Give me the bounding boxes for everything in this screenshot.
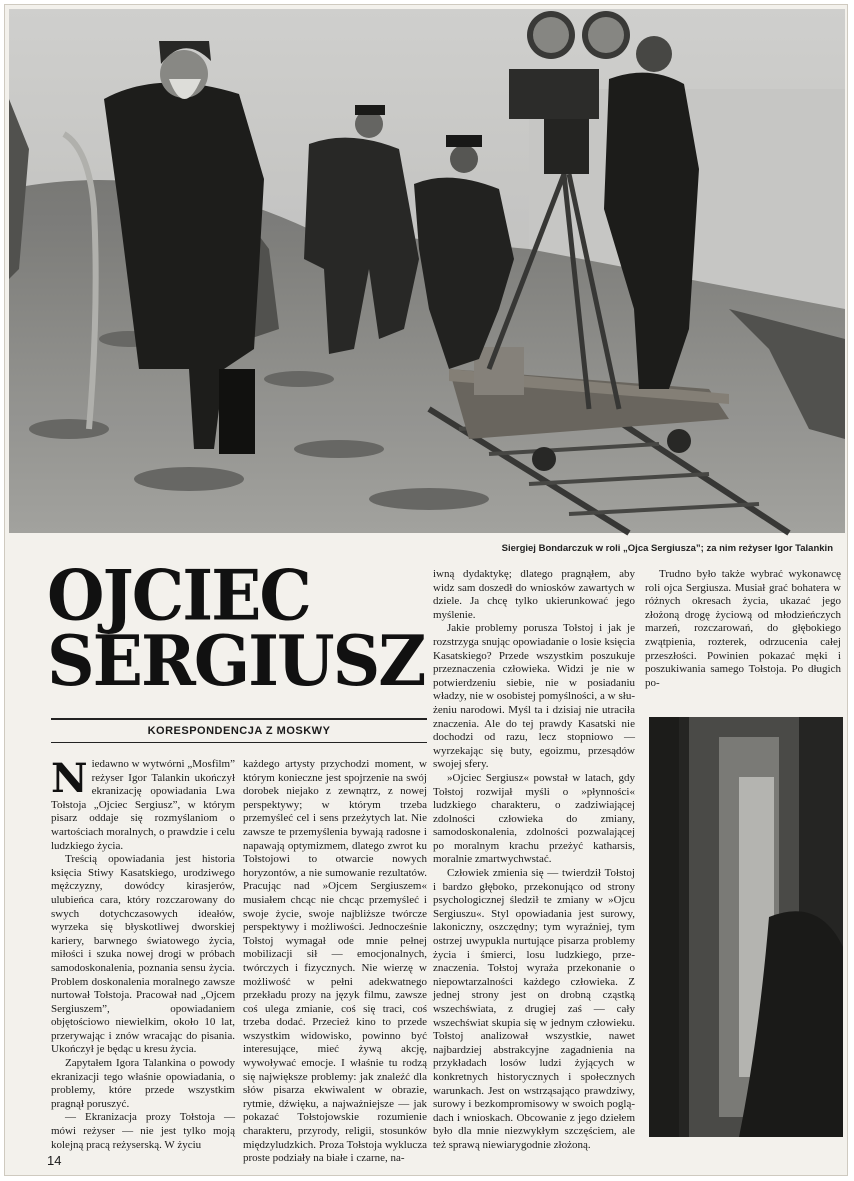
photo-caption: Siergiej Bondarczuk w roli „Ojca Sergiusza”; za nim reżyser Igor Talankin [501, 543, 833, 554]
paragraph-text: iedawno w wytwórni „Mosfilm” reżyser Igor Talankin ukończył ekranizację opowiadania Lwa Tołstoja „Ojciec Sergiusz”, w którym pisarz oddaje się rozmyślaniom o wartościach moralnych, o prawdzie i celu ludzkiego życia. [51, 758, 235, 852]
film-set-photo [9, 9, 845, 533]
paragraph: — Ekranizacja prozy Tołstoja — mówi reżyser — nie jest tylko moją kolejną pracą reżyserską. W życiu [51, 1111, 235, 1151]
paragraph: Treścią opowiadania jest historia księcia Stiwy Kasatskiego, urodziwego mężczyzny, dowódcy kirasjerów, ulubieńca cara, który rozczarowany do swych dotychczasowych ideałów, wyrzeka się błyskotliwej dworskiej kariery, barwnego światowego życia, miłości i szuka nowej drogi w próbach samodoskonalenia, poznania sensu życia. Problem doskonalenia moralnego zawsze nurtował Tołstoja. Pracował nad „Ojcem Sergiuszem”, opowiadaniem objętościowo niewielkim, około 10 lat, przerywając i znów wracając do pisania. Ukończył je będąc u kresu życia. [51, 853, 235, 1056]
paragraph [51, 755, 235, 853]
page-number: 14 [47, 1153, 62, 1168]
magazine-page [4, 4, 848, 1176]
portrait-photo [649, 717, 843, 1137]
film-set-photo-illustration [9, 9, 845, 533]
article-column-1 [51, 755, 235, 1151]
section-label: KORESPONDENCJA Z MOSKWY [51, 718, 427, 743]
drop-cap: N [51, 755, 88, 802]
paragraph: Człowiek zmienia się — twierdził Tołstoj i bardzo głęboko, przekonująco od strony psychologicznej śledził te zmiany w »Ojcu Sergiuszu«. Styl opowiadania jest surowy, lakoniczny, oszczędny; tym wyraźniej, tym ostrzej uwypukla nurtujące pisarza problemy życia i śmierci, losu ludzkiego, przeznaczenia. Tołstoj wyraża przekonanie o niepowtarzalności każdego człowieka. Z jednej strony jest on drobną cząstką wszechświata, z drugiej zaś — cały wszechświat skupia się w jednym człowieku. Tołstoj analizował wszystkie, nawet najbardziej abstrakcyjne zagadnienia na przykładach losów ludzi żyjących w konkretnych historycznych i społecznych warunkach. Jest on wstrząsająco prawdziwy, surowy i bezkompromisowy w swoich poglądach i wnioskach. Obcowanie z jego dziełem było dla mnie niezwykłym szczęściem, ale też sprawą niewiarygodnie złożoną. [433, 867, 635, 1151]
article-title-line-1: OJCIEC [47, 554, 310, 637]
paragraph: Jakie problemy porusza Tołstoj i jak je rozstrzyga snując opowiadanie o losie księcia Kasatskiego? Przede wszystkim poszukuje przeznaczenia człowieka. Widzi je nie w potwierdzeniu siebie, nie w posiadaniu władzy, nie w osobistej pomyślności, a w służeniu narodowi. Myśl ta i dzisiaj nie utraciła znaczenia. Ale do tej prawdy Kasatski nie dochodzi od razu, lecz stopniowo — wyrzekając się buty, egoizmu, przesądów swojej sfery. [433, 622, 635, 771]
article-title-line-2: SERGIUSZ [47, 619, 425, 702]
paragraph: iwną dydaktykę; dlatego pragnąłem, aby widz sam doszedł do wniosków zawartych w dziele. Ja chcę tylko ukierunkować jego myślenie. [433, 568, 635, 621]
paragraph: Zapytałem Igora Talankina o powody ekranizacji tego właśnie opowiadania, o problemy, które przede wszystkim pragnął poruszyć. [51, 1057, 235, 1110]
portrait-photo-illustration [649, 717, 843, 1137]
article-column-3 [433, 568, 635, 1151]
paragraph: każdego artysty przychodzi moment, w którym konieczne jest spojrzenie na swój dorobek niejako z zewnątrz, z nowej perspektywy; w którym trzeba przemyśleć cel i sens przeżytych lat. Nie zawsze te przemyślenia bywają radosne i napawają optymizmem, dlatego zwrot ku Tołstojowi to otwarcie nowych horyzontów, a nie sumowanie rezultatów. Pracując nad »Ojcem Sergiuszem« musiałem chcąc nie chcąc przemyśleć i swoje życie, swoje najbliższe twórcze perspektywy i możliwości. Jednocześnie Tołstoj wymagał ode mnie pełnej mobilizacji sił — emocjonalnych, twórczych i fizycznych. Nie wierzę w możliwość w pełni adekwatnego przekładu prozy na język filmu, zawsze coś ulega zmianie, coś się traci, coś trzeba dodać. Przecież kino to przede wszystkim widowisko, powinno być interesujące, mieć żywą akcję, wywoływać emocje. I właśnie tu rodzą się największe problemy: jak znaleźć dla słów pisarza ekwiwalent w obrazie, rytmie, dźwięku, a najważniejsze — jak pokazać Tołstojowskie rozumienie charakteru, przyrody, religii, stosunków międzyludzkich. Proza Tołstoja wyklucza proste podziały na białe i czarne, na- [243, 758, 427, 1165]
paragraph: Trudno było także wybrać wykonawcę roli ojca Sergiusza. Musiał grać bohatera w różnych okresach życia, ukazać jego złożoną drogę życiową od młodzieńczych marzeń, rozczarowań, do głębokiego zwątpienia, rozterek, odrzucenia całej przeszłości. Powinien pokazać męki i poszukiwania samego Tołstoja. Po długich po- [645, 568, 841, 689]
article-title [47, 554, 427, 702]
paragraph: »Ojciec Sergiusz« powstał w latach, gdy Tołstoj rozwijał myśli o »płynności« ludzkiego charakteru, o zadziwiającej zdolności człowieka do zmiany, samodoskonalenia, zdolności pozwalającej po moralnym krachu przeżyć katharsis, moralnie zmartwychwstać. [433, 771, 635, 866]
article-column-4 [645, 568, 841, 708]
article-column-2 [243, 758, 427, 1165]
